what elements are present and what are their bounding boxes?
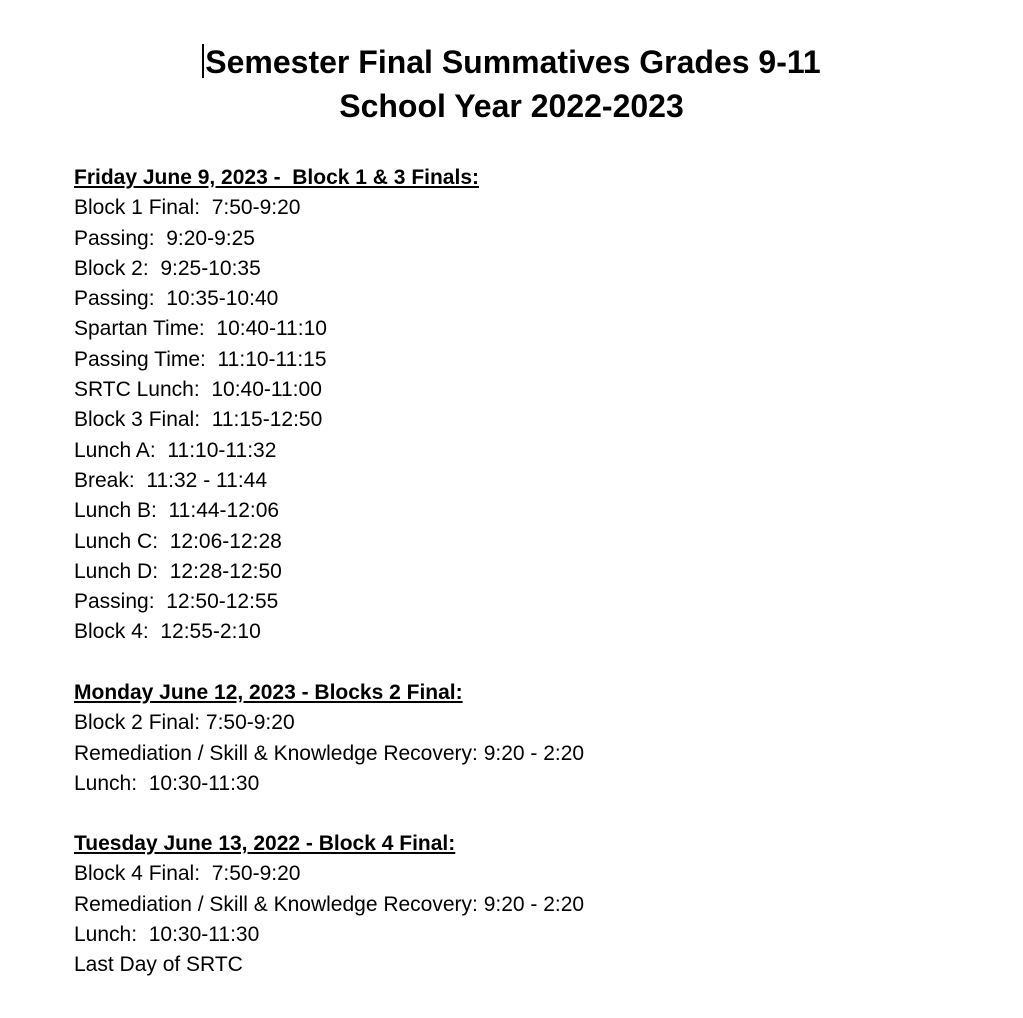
section-monday bbox=[74, 678, 974, 799]
schedule-line: Lunch C: 12:06-12:28 bbox=[74, 529, 282, 553]
schedule-line: Lunch B: 11:44-12:06 bbox=[74, 499, 280, 523]
schedule-line: Lunch A: 11:10-11:32 bbox=[74, 438, 277, 462]
schedule-line: Passing: 12:50-12:55 bbox=[74, 590, 279, 614]
title-line-1 bbox=[0, 40, 1023, 84]
section-friday bbox=[74, 163, 974, 648]
schedule-line: Block 1 Final: 7:50-9:20 bbox=[74, 196, 301, 220]
document-title bbox=[0, 40, 1023, 128]
schedule-line: Block 3 Final: 11:15-12:50 bbox=[74, 408, 323, 432]
schedule-line: Lunch: 10:30-11:30 bbox=[74, 771, 260, 795]
schedule-line: Lunch D: 12:28-12:50 bbox=[74, 559, 282, 583]
section-heading: Tuesday June 13, 2022 - Block 4 Final: bbox=[74, 832, 456, 855]
section-heading: Friday June 9, 2023 - Block 1 & 3 Finals: bbox=[74, 166, 479, 189]
text-cursor bbox=[202, 44, 204, 78]
schedule-line: Passing Time: 11:10-11:15 bbox=[74, 347, 327, 371]
schedule-line: Passing: 10:35-10:40 bbox=[74, 287, 279, 311]
schedule-line: Last Day of SRTC bbox=[74, 953, 243, 977]
schedule-line: Break: 11:32 - 11:44 bbox=[74, 468, 268, 492]
schedule-line: Block 2: 9:25-10:35 bbox=[74, 256, 261, 280]
schedule-line: SRTC Lunch: 10:40-11:00 bbox=[74, 378, 322, 402]
schedule-line: Passing: 9:20-9:25 bbox=[74, 226, 255, 250]
title-text-1: Semester Final Summatives Grades 9-11 bbox=[205, 44, 821, 80]
section-tuesday bbox=[74, 829, 974, 980]
schedule-line: Remediation / Skill & Knowledge Recovery: 9:20 - 2:20 bbox=[74, 892, 585, 916]
schedule-line: Lunch: 10:30-11:30 bbox=[74, 922, 260, 946]
schedule-line: Block 2 Final: 7:50-9:20 bbox=[74, 711, 295, 735]
title-line-2: School Year 2022-2023 bbox=[339, 88, 684, 124]
schedule-line: Block 4 Final: 7:50-9:20 bbox=[74, 862, 301, 886]
schedule-line: Block 4: 12:55-2:10 bbox=[74, 620, 261, 644]
schedule-line: Spartan Time: 10:40-11:10 bbox=[74, 317, 327, 341]
section-heading: Monday June 12, 2023 - Blocks 2 Final: bbox=[74, 681, 463, 704]
schedule-line: Remediation / Skill & Knowledge Recovery: 9:20 - 2:20 bbox=[74, 741, 585, 765]
